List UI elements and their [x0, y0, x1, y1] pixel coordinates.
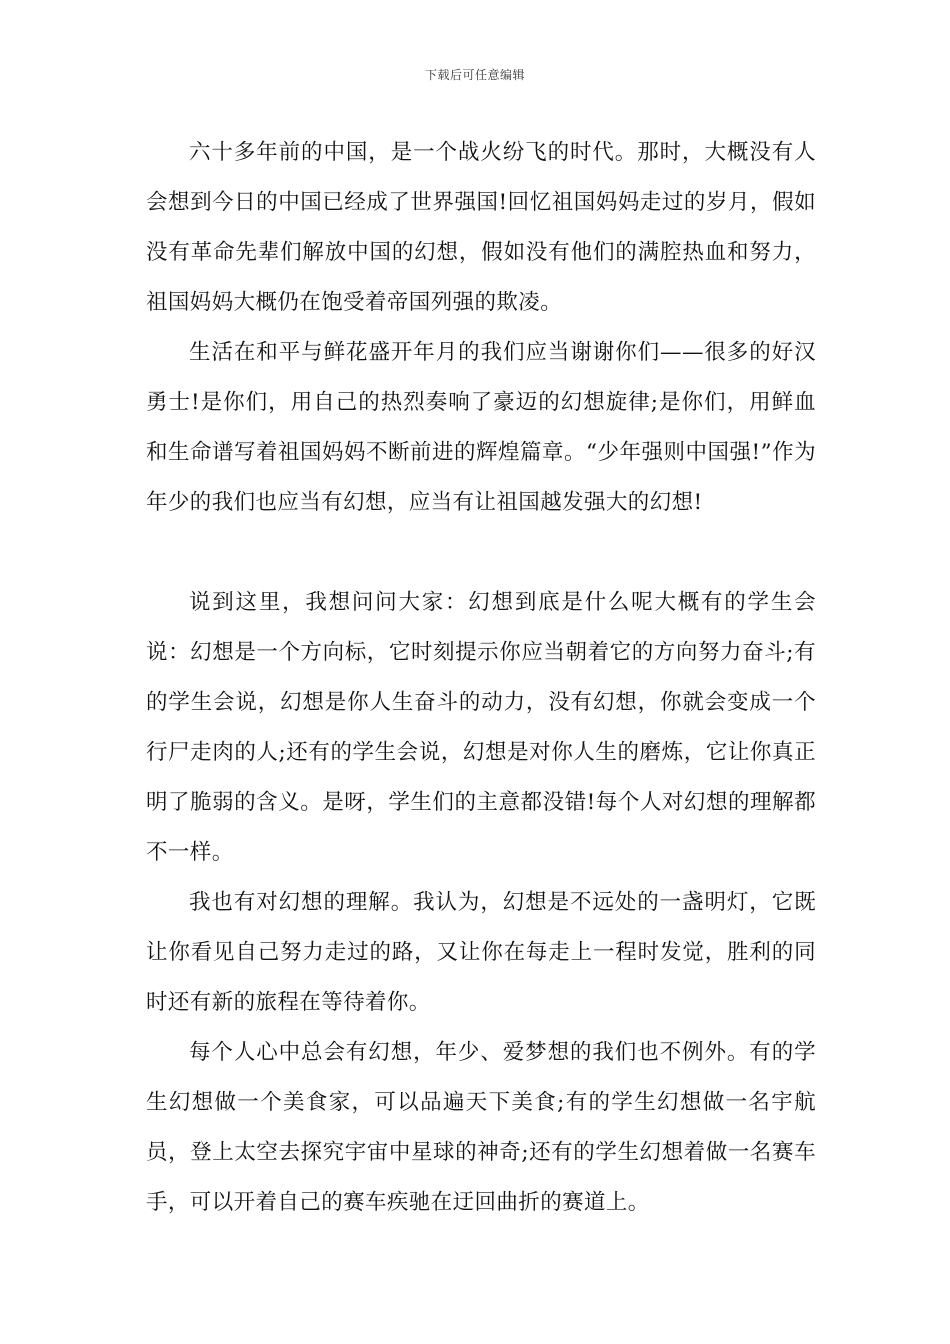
paragraph-4: 我也有对幻想的理解。我认为，幻想是不远处的一盏明灯，它既让你看见自己努力走过的路，又让你在每走上一程时发觉，胜利的同时还有新的旅程在等待着你。 — [146, 890, 816, 1015]
paragraph-2: 生活在和平与鲜花盛开年月的我们应当谢谢你们——很多的好汉勇士!是你们，用自己的热烈奏响了豪迈的幻想旋律;是你们，用鲜血和生命谱写着祖国妈妈不断前进的辉煌篇章。“少年强则中国强!”作为年少的我们也应当有幻想，应当有让祖国越发强大的幻想! — [146, 340, 816, 515]
paragraph-spacer — [146, 528, 816, 578]
paragraph-3: 说到这里，我想问问大家：幻想到底是什么呢大概有的学生会说：幻想是一个方向标，它时刻提示你应当朝着它的方向努力奋斗;有的学生会说，幻想是你人生奋斗的动力，没有幻想，你就会变成一个行尸走肉的人;还有的学生会说，幻想是对你人生的磨炼，它让你真正明了脆弱的含义。是呀，学生们的主意都没错!每个人对幻想的理解都不一样。 — [146, 590, 816, 865]
page-header: 下载后可任意编辑 — [424, 68, 525, 82]
document-body — [146, 128, 816, 1228]
paragraph-1: 六十多年前的中国，是一个战火纷飞的时代。那时，大概没有人会想到今日的中国已经成了世界强国!回忆祖国妈妈走过的岁月，假如没有革命先辈们解放中国的幻想，假如没有他们的满腔热血和努力，祖国妈妈大概仍在饱受着帝国列强的欺凌。 — [146, 140, 816, 315]
paragraph-5: 每个人心中总会有幻想，年少、爱梦想的我们也不例外。有的学生幻想做一个美食家，可以品遍天下美食;有的学生幻想做一名宇航员，登上太空去探究宇宙中星球的神奇;还有的学生幻想着做一名赛车手，可以开着自己的赛车疾驰在迂回曲折的赛道上。 — [146, 1040, 816, 1215]
